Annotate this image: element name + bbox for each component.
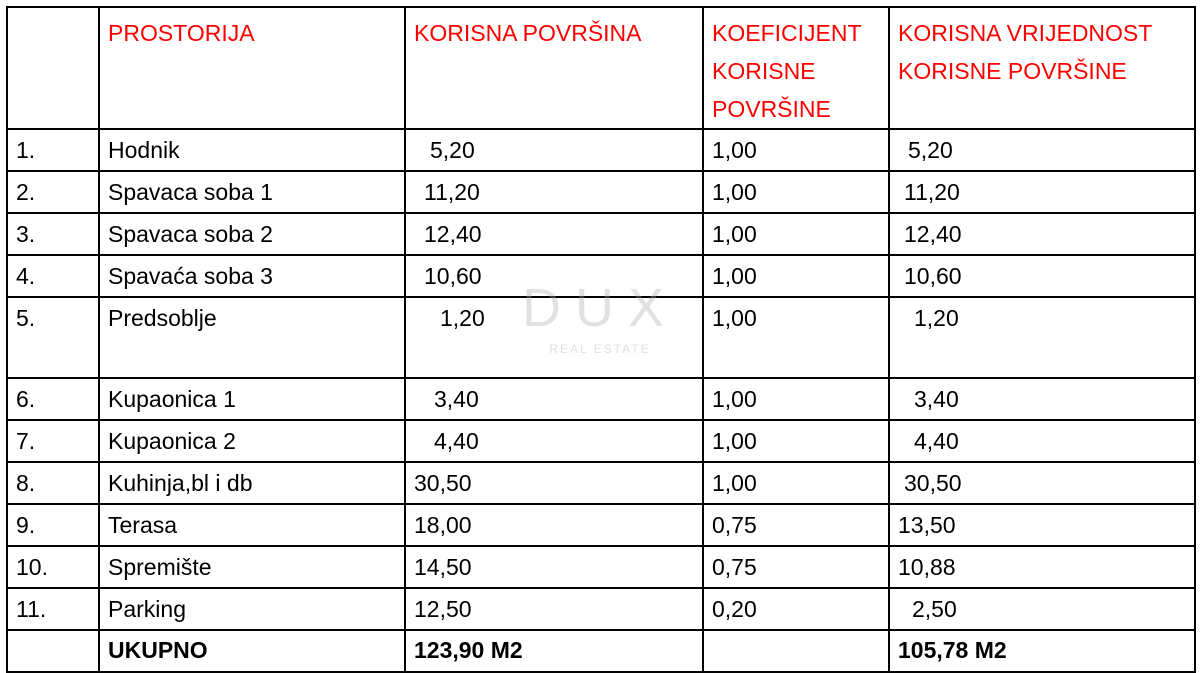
- useful-area: 5,20: [405, 129, 703, 171]
- row-number: 2.: [7, 171, 99, 213]
- table-row: [7, 504, 1195, 546]
- coefficient: 0,75: [703, 504, 889, 546]
- useful-value: 13,50: [889, 504, 1195, 546]
- useful-area: 10,60: [405, 255, 703, 297]
- row-number: 4.: [7, 255, 99, 297]
- room-name: Predsoblje: [99, 297, 405, 378]
- useful-area: 3,40: [405, 378, 703, 420]
- table-row: [7, 213, 1195, 255]
- useful-value: 12,40: [889, 213, 1195, 255]
- coefficient: 0,75: [703, 546, 889, 588]
- useful-area: 1,20: [405, 297, 703, 378]
- useful-value: 1,20: [889, 297, 1195, 378]
- table-row: [7, 546, 1195, 588]
- coefficient: 1,00: [703, 420, 889, 462]
- row-number: 5.: [7, 297, 99, 378]
- coefficient: 1,00: [703, 213, 889, 255]
- table-row: [7, 588, 1195, 630]
- table-row: [7, 255, 1195, 297]
- room-area-table: [6, 6, 1196, 673]
- useful-value: 10,88: [889, 546, 1195, 588]
- coefficient: 1,00: [703, 462, 889, 504]
- total-index: [7, 630, 99, 672]
- table-row: [7, 129, 1195, 171]
- useful-area: 12,40: [405, 213, 703, 255]
- room-name: Parking: [99, 588, 405, 630]
- header-row: [7, 7, 1195, 129]
- header-useful-value: KORISNA VRIJEDNOST KORISNE POVRŠINE: [889, 7, 1195, 129]
- row-number: 6.: [7, 378, 99, 420]
- room-name: Kupaonica 1: [99, 378, 405, 420]
- row-number: 8.: [7, 462, 99, 504]
- row-number: 10.: [7, 546, 99, 588]
- coefficient: 0,20: [703, 588, 889, 630]
- useful-area: 12,50: [405, 588, 703, 630]
- total-useful-value: 105,78 M2: [889, 630, 1195, 672]
- room-name: Hodnik: [99, 129, 405, 171]
- total-coefficient: [703, 630, 889, 672]
- room-name: Spavaca soba 1: [99, 171, 405, 213]
- room-name: Kuhinja,bl i db: [99, 462, 405, 504]
- row-number: 3.: [7, 213, 99, 255]
- table-row: [7, 462, 1195, 504]
- useful-area: 18,00: [405, 504, 703, 546]
- table-row: [7, 420, 1195, 462]
- coefficient: 1,00: [703, 378, 889, 420]
- useful-value: 4,40: [889, 420, 1195, 462]
- room-name: Spavaća soba 3: [99, 255, 405, 297]
- watermark-tagline: REAL ESTATE: [549, 342, 651, 356]
- useful-value: 11,20: [889, 171, 1195, 213]
- useful-value: 2,50: [889, 588, 1195, 630]
- coefficient: 1,00: [703, 171, 889, 213]
- table-row: [7, 297, 1195, 378]
- coefficient: 1,00: [703, 129, 889, 171]
- room-name: Terasa: [99, 504, 405, 546]
- useful-value: 10,60: [889, 255, 1195, 297]
- useful-area: 14,50: [405, 546, 703, 588]
- total-label: UKUPNO: [99, 630, 405, 672]
- total-row: [7, 630, 1195, 672]
- useful-value: 30,50: [889, 462, 1195, 504]
- useful-value: 3,40: [889, 378, 1195, 420]
- row-number: 7.: [7, 420, 99, 462]
- header-index: [7, 7, 99, 129]
- room-name: Kupaonica 2: [99, 420, 405, 462]
- watermark-logo-text: DUX: [521, 278, 678, 338]
- coefficient: 1,00: [703, 297, 889, 378]
- useful-area: 30,50: [405, 462, 703, 504]
- useful-value: 5,20: [889, 129, 1195, 171]
- header-coefficient: KOEFICIJENT KORISNE POVRŠINE: [703, 7, 889, 129]
- header-useful-area: KORISNA POVRŠINA: [405, 7, 703, 129]
- table-row: [7, 378, 1195, 420]
- room-name: Spremište: [99, 546, 405, 588]
- row-number: 11.: [7, 588, 99, 630]
- row-number: 1.: [7, 129, 99, 171]
- room-name: Spavaca soba 2: [99, 213, 405, 255]
- coefficient: 1,00: [703, 255, 889, 297]
- useful-area: 4,40: [405, 420, 703, 462]
- row-number: 9.: [7, 504, 99, 546]
- table-row: [7, 171, 1195, 213]
- header-room: PROSTORIJA: [99, 7, 405, 129]
- total-useful-area: 123,90 M2: [405, 630, 703, 672]
- useful-area: 11,20: [405, 171, 703, 213]
